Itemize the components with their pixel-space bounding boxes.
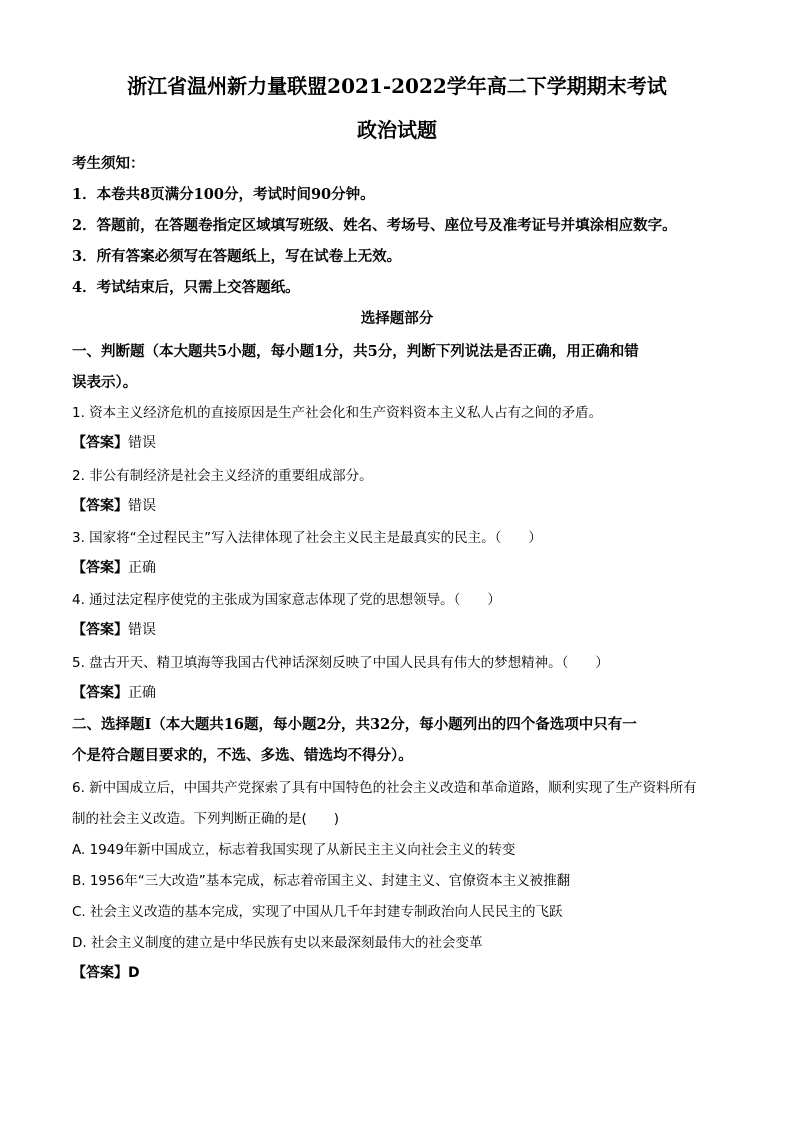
answer-value: 错误 xyxy=(128,622,156,638)
answer-tag: 【答案】 xyxy=(72,622,128,638)
document-subtitle: 政治试题 xyxy=(357,118,437,142)
answer-value: 错误 xyxy=(128,435,156,451)
question-text: 5. 盘古开天、精卫填海等我国古代神话深刻反映了中国人民具有伟大的梦想精神。（ ） xyxy=(72,655,609,671)
section-heading: 个是符合题目要求的，不选、多选、错选均不得分）。 xyxy=(72,747,413,764)
option-b: B. 1956年“三大改造”基本完成，标志着帝国主义、封建主义、官僚资本主义被推翻 xyxy=(72,873,571,889)
section-heading: 一、判断题（本大题共5小题，每小题1分，共5分，判断下列说法是否正确，用正确和错 xyxy=(72,343,639,360)
option-d: D. 社会主义制度的建立是中华民族有史以来最深刻最伟大的社会变革 xyxy=(72,935,483,951)
notice-item: 2．答题前，在答题卷指定区域填写班级、姓名、考场号、座位号及准考证号并填涂相应数字。 xyxy=(72,217,677,234)
notice-item: 3．所有答案必须写在答题纸上，写在试卷上无效。 xyxy=(72,248,402,265)
answer-line xyxy=(72,495,732,515)
document-title: 浙江省温州新力量联盟2021-2022学年高二下学期期末考试 xyxy=(127,74,667,98)
question-text: 4. 通过法定程序使党的主张成为国家意志体现了党的思想领导。（ ） xyxy=(72,592,501,608)
answer-line xyxy=(72,432,732,452)
answer-tag: 【答案】 xyxy=(72,560,128,576)
answer-tag: 【答案】 xyxy=(72,435,128,451)
option-a: A. 1949年新中国成立，标志着我国实现了从新民主主义向社会主义的转变 xyxy=(72,842,516,858)
section-heading: 误表示）。 xyxy=(72,374,138,391)
answer-tag: 【答案】 xyxy=(72,685,128,701)
question-text: 制的社会主义改造。下列判断正确的是( ) xyxy=(72,811,340,827)
section-heading: 二、选择题Ⅰ（本大题共16题，每小题2分，共32分，每小题列出的四个备选项中只有一 xyxy=(72,716,637,733)
answer-value: 正确 xyxy=(128,560,156,576)
part-title: 选择题部分 xyxy=(360,310,434,327)
notice-item: 4．考试结束后，只需上交答题纸。 xyxy=(72,279,300,296)
answer-line xyxy=(72,619,732,639)
answer-value: 错误 xyxy=(128,498,156,514)
answer-value: D xyxy=(128,965,140,981)
question-text: 6. 新中国成立后，中国共产党探索了具有中国特色的社会主义改造和革命道路，顺利实现了生产资料所有 xyxy=(72,780,697,796)
notice-heading: 考生须知： xyxy=(72,155,145,172)
answer-line xyxy=(72,962,732,982)
answer-line xyxy=(72,682,732,702)
notice-item: 1．本卷共8页满分100分，考试时间90分钟。 xyxy=(72,186,375,203)
question-text: 1. 资本主义经济危机的直接原因是生产社会化和生产资料资本主义私人占有之间的矛盾。 xyxy=(72,405,603,421)
question-text: 3. 国家将“全过程民主”写入法律体现了社会主义民主是最真实的民主。（ ） xyxy=(72,530,542,546)
answer-tag: 【答案】 xyxy=(72,965,128,981)
option-c: C. 社会主义改造的基本完成，实现了中国从几千年封建专制政治向人民民主的飞跃 xyxy=(72,904,563,920)
question-text: 2. 非公有制经济是社会主义经济的重要组成部分。 xyxy=(72,468,373,484)
answer-tag: 【答案】 xyxy=(72,498,128,514)
answer-value: 正确 xyxy=(128,685,156,701)
answer-line xyxy=(72,557,732,577)
